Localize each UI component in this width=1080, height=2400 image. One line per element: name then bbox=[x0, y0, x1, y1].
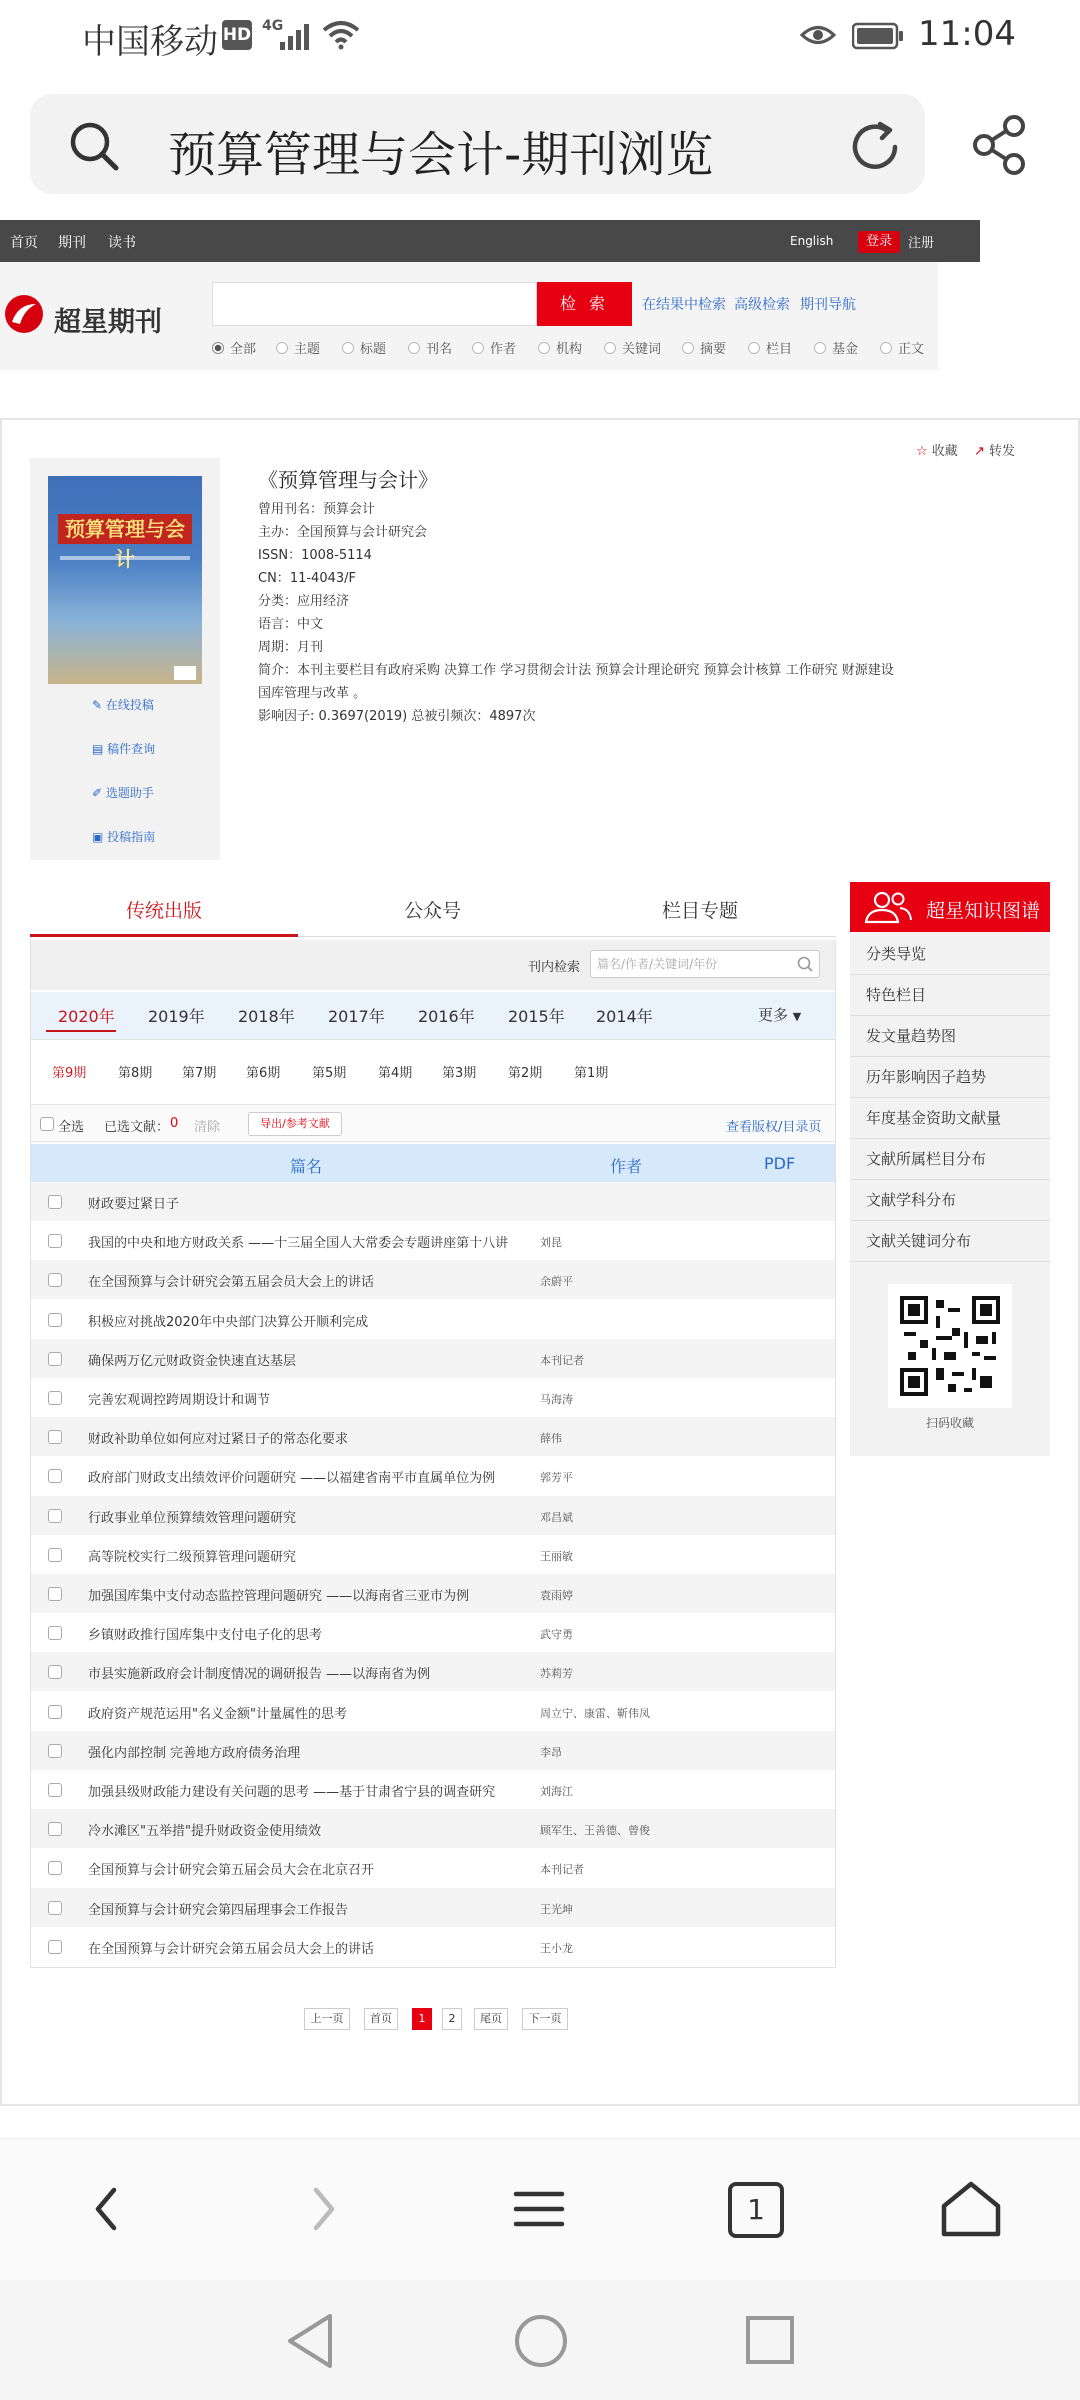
inner-search-input[interactable]: 篇名/作者/关键词/年份 bbox=[590, 950, 820, 978]
tab-active-indicator bbox=[30, 934, 298, 937]
row-checkbox[interactable] bbox=[48, 1313, 62, 1327]
article-author: 王小龙 bbox=[540, 1942, 573, 1955]
journal-language: 语言：中文 bbox=[258, 617, 324, 632]
year-2017[interactable]: 2017年 bbox=[328, 1007, 385, 1026]
pagination-page-2[interactable]: 2 bbox=[442, 2008, 462, 2030]
search-icon[interactable] bbox=[66, 118, 122, 174]
row-checkbox[interactable] bbox=[48, 1705, 62, 1719]
more-years-button[interactable]: 更多 ▼ bbox=[758, 1006, 802, 1024]
row-checkbox[interactable] bbox=[48, 1665, 62, 1679]
journal-category: 分类：应用经济 bbox=[258, 594, 350, 609]
article-author: 王光坤 bbox=[540, 1903, 573, 1916]
article-title[interactable]: 加强县级财政能力建设有关问题的思考 ——基于甘肃省宁县的调查研究 bbox=[88, 1785, 496, 1800]
tabs-button[interactable]: 1 bbox=[728, 2182, 784, 2238]
article-author: 马海涛 bbox=[540, 1393, 573, 1406]
tab-column-topics[interactable]: 栏目专题 bbox=[662, 900, 739, 922]
english-link[interactable]: English bbox=[790, 234, 834, 248]
knowledge-item[interactable]: 历年影响因子趋势 bbox=[850, 1057, 1050, 1098]
selected-label: 已选文献： bbox=[104, 1120, 170, 1135]
article-author: 薛伟 bbox=[540, 1432, 562, 1445]
pencil-icon: ✐ bbox=[92, 786, 103, 800]
forward-nav-icon[interactable] bbox=[290, 2176, 356, 2242]
cover-barcode bbox=[174, 666, 196, 680]
row-checkbox[interactable] bbox=[48, 1626, 62, 1640]
radio-dot-icon bbox=[538, 342, 550, 354]
forward-button[interactable]: ↗ 转发 bbox=[974, 444, 1016, 459]
status-time: 11:04 bbox=[918, 14, 1016, 54]
knowledge-graph-title: 超星知识图谱 bbox=[926, 900, 1041, 922]
cover-stripe bbox=[60, 556, 190, 560]
article-title[interactable]: 乡镇财政推行国库集中支付电子化的思考 bbox=[88, 1628, 323, 1643]
eye-icon bbox=[800, 20, 836, 50]
system-back-icon[interactable] bbox=[282, 2310, 338, 2372]
journal-impact: 影响因子: 0.3697(2019) 总被引频次：4897次 bbox=[258, 709, 536, 724]
export-button[interactable]: 导出/参考文献 bbox=[248, 1112, 342, 1136]
carrier-name: 中国移动 bbox=[82, 22, 218, 62]
battery-icon bbox=[852, 22, 904, 50]
journal-cn: CN：11-4043/F bbox=[258, 571, 356, 586]
pagination-first[interactable]: 首页 bbox=[364, 2008, 398, 2030]
article-author: 本刊记者 bbox=[540, 1863, 584, 1876]
row-checkbox[interactable] bbox=[48, 1234, 62, 1248]
panel-border bbox=[0, 418, 2, 2106]
caret-down-icon: ▼ bbox=[792, 1010, 802, 1023]
row-checkbox[interactable] bbox=[48, 1744, 62, 1758]
article-author: 武守勇 bbox=[540, 1628, 573, 1641]
pagination-page-1[interactable]: 1 bbox=[412, 2008, 432, 2030]
article-author: 刘昆 bbox=[540, 1236, 562, 1249]
scope-radio-org[interactable]: 机构 bbox=[538, 338, 582, 357]
article-author: 余蔚平 bbox=[540, 1275, 573, 1288]
table-header bbox=[31, 1144, 835, 1182]
clear-button[interactable]: 清除 bbox=[194, 1120, 221, 1135]
select-all-checkbox[interactable] bbox=[40, 1117, 54, 1131]
radio-dot-icon bbox=[342, 342, 354, 354]
col-title-header: 篇名 bbox=[290, 1157, 323, 1176]
article-title[interactable]: 加强国库集中支付动态监控管理问题研究 ——以海南省三亚市为例 bbox=[88, 1589, 470, 1604]
scope-radio-all[interactable]: 全部 bbox=[212, 338, 256, 357]
article-title[interactable]: 强化内部控制 完善地方政府债务治理 bbox=[88, 1746, 301, 1761]
year-2015[interactable]: 2015年 bbox=[508, 1007, 565, 1026]
scope-radio-author[interactable]: 作者 bbox=[472, 338, 516, 357]
inner-search-label: 刊内检索 bbox=[528, 960, 581, 975]
journal-title: 《预算管理与会计》 bbox=[258, 468, 438, 492]
radio-dot-icon bbox=[814, 342, 826, 354]
scope-radio-topic[interactable]: 主题 bbox=[276, 338, 320, 357]
row-checkbox[interactable] bbox=[48, 1273, 62, 1287]
selected-count: 0 bbox=[170, 1116, 179, 1131]
system-home-icon[interactable] bbox=[512, 2312, 570, 2370]
article-author: 李昂 bbox=[540, 1746, 562, 1759]
knowledge-item[interactable]: 文献关键词分布 bbox=[850, 1221, 1050, 1262]
year-2020[interactable]: 2020年 bbox=[58, 1007, 115, 1026]
toc-link[interactable]: 查看版权/目录页 bbox=[726, 1120, 822, 1135]
knowledge-item[interactable]: 文献学科分布 bbox=[850, 1180, 1050, 1221]
issue-6[interactable]: 第6期 bbox=[246, 1066, 281, 1081]
journal-cover bbox=[48, 476, 202, 684]
article-title[interactable]: 我国的中央和地方财政关系 ——十三届全国人大常委会专题讲座第十八讲 bbox=[88, 1236, 509, 1251]
journal-cycle: 周期：月刊 bbox=[258, 640, 324, 655]
system-recents-icon[interactable] bbox=[744, 2314, 796, 2366]
journal-issn: ISSN：1008-5114 bbox=[258, 548, 372, 563]
cover-title: 预算管理与会 bbox=[58, 514, 192, 544]
logo-icon bbox=[4, 294, 44, 334]
row-checkbox[interactable] bbox=[48, 1901, 62, 1915]
radio-dot-icon bbox=[880, 342, 892, 354]
journal-former-name: 曾用刊名：预算会计 bbox=[258, 502, 376, 517]
row-checkbox[interactable] bbox=[48, 1195, 62, 1209]
search-input[interactable] bbox=[212, 282, 537, 326]
year-2016[interactable]: 2016年 bbox=[418, 1007, 475, 1026]
knowledge-item[interactable]: 年度基金资助文献量 bbox=[850, 1098, 1050, 1139]
document-icon: ▤ bbox=[92, 742, 104, 756]
advanced-search-link[interactable]: 高级检索 bbox=[734, 297, 790, 313]
guide-icon: ▣ bbox=[92, 830, 104, 844]
article-author: 本刊记者 bbox=[540, 1354, 584, 1367]
topic-assistant-link[interactable]: ✐ 选题助手 bbox=[92, 786, 154, 800]
year-2019[interactable]: 2019年 bbox=[148, 1007, 205, 1026]
radio-dot-icon bbox=[682, 342, 694, 354]
row-checkbox[interactable] bbox=[48, 1509, 62, 1523]
page-title[interactable]: 预算管理与会计-期刊浏览 bbox=[168, 127, 714, 183]
forward-icon: ↗ bbox=[974, 444, 985, 459]
search-button[interactable]: 检 索 bbox=[537, 282, 632, 326]
scope-radio-keyword[interactable]: 关键词 bbox=[604, 338, 661, 357]
article-title[interactable]: 在全国预算与会计研究会第五届会员大会上的讲话 bbox=[88, 1942, 375, 1957]
pagination-prev[interactable]: 上一页 bbox=[304, 2008, 350, 2030]
hd-badge: HD bbox=[222, 20, 252, 50]
article-title[interactable]: 冷水滩区"五举措"提升财政资金使用绩效 bbox=[88, 1824, 321, 1839]
article-author: 袁雨婷 bbox=[540, 1589, 573, 1602]
article-author: 苏莉芳 bbox=[540, 1667, 573, 1680]
issue-4[interactable]: 第4期 bbox=[378, 1066, 413, 1081]
issue-9[interactable]: 第9期 bbox=[52, 1066, 87, 1081]
journal-nav-link[interactable]: 期刊导航 bbox=[800, 297, 856, 313]
article-title[interactable]: 政府部门财政支出绩效评价问题研究 ——以福建省南平市直属单位为例 bbox=[88, 1471, 496, 1486]
col-author-header: 作者 bbox=[610, 1157, 643, 1176]
issue-8[interactable]: 第8期 bbox=[118, 1066, 153, 1081]
nav-home[interactable]: 首页 bbox=[10, 235, 38, 251]
journal-intro-cont: 国库管理与改革 。 bbox=[258, 686, 367, 701]
issue-5[interactable]: 第5期 bbox=[312, 1066, 347, 1081]
edit-icon: ✎ bbox=[92, 698, 103, 712]
knowledge-item[interactable]: 文献所属栏目分布 bbox=[850, 1139, 1050, 1180]
journal-intro: 简介：本刊主要栏目有政府采购 决算工作 学习贯彻会计法 预算会计理论研究 预算会计核算 工作研究 财源建设 bbox=[258, 663, 894, 678]
row-checkbox[interactable] bbox=[48, 1861, 62, 1875]
article-title[interactable]: 财政要过紧日子 bbox=[88, 1197, 180, 1212]
article-title[interactable]: 财政补助单位如何应对过紧日子的常态化要求 bbox=[88, 1432, 349, 1447]
users-icon bbox=[862, 890, 914, 924]
submission-guide-link[interactable]: ▣ 投稿指南 bbox=[92, 830, 156, 844]
article-title[interactable]: 全国预算与会计研究会第四届理事会工作报告 bbox=[88, 1903, 349, 1918]
knowledge-item[interactable]: 发文量趋势图 bbox=[850, 1016, 1050, 1057]
article-title[interactable]: 市县实施新政府会计制度情况的调研报告 ——以海南省为例 bbox=[88, 1667, 431, 1682]
article-author: 郭芳平 bbox=[540, 1471, 573, 1484]
article-title[interactable]: 政府资产规范运用"名义金额"计量属性的思考 bbox=[88, 1707, 347, 1722]
issue-1[interactable]: 第1期 bbox=[574, 1066, 609, 1081]
pagination-last[interactable]: 尾页 bbox=[474, 2008, 508, 2030]
article-title[interactable]: 确保两万亿元财政资金快速直达基层 bbox=[88, 1354, 297, 1369]
network-type: 4G bbox=[262, 18, 284, 34]
row-checkbox[interactable] bbox=[48, 1822, 62, 1836]
article-author: 王丽敏 bbox=[540, 1550, 573, 1563]
nav-journals[interactable]: 期刊 bbox=[58, 235, 86, 251]
issue-2[interactable]: 第2期 bbox=[508, 1066, 543, 1081]
article-author: 刘海江 bbox=[540, 1785, 573, 1798]
logo-text: 超星期刊 bbox=[54, 307, 162, 338]
article-author: 顾军生、王善德、曾俊 bbox=[540, 1824, 650, 1837]
year-active-indicator bbox=[46, 1030, 116, 1032]
back-icon[interactable] bbox=[74, 2176, 140, 2242]
menu-icon[interactable] bbox=[506, 2176, 572, 2242]
search-in-results-link[interactable]: 在结果中检索 bbox=[642, 297, 726, 313]
radio-dot-icon bbox=[408, 342, 420, 354]
knowledge-item[interactable]: 特色栏目 bbox=[850, 975, 1050, 1016]
radio-dot-icon bbox=[604, 342, 616, 354]
qr-label: 扫码收藏 bbox=[926, 1416, 975, 1430]
article-title[interactable]: 高等院校实行二级预算管理问题研究 bbox=[88, 1550, 297, 1565]
row-checkbox[interactable] bbox=[48, 1940, 62, 1954]
col-pdf-header: PDF bbox=[764, 1154, 796, 1173]
article-title[interactable]: 积极应对挑战2020年中央部门决算公开顺利完成 bbox=[88, 1315, 369, 1330]
radio-dot-icon bbox=[212, 342, 224, 354]
scope-radio-fulltext[interactable]: 正文 bbox=[880, 338, 924, 357]
row-checkbox[interactable] bbox=[48, 1548, 62, 1562]
qr-code-icon bbox=[900, 1296, 1000, 1396]
register-link[interactable]: 注册 bbox=[908, 236, 935, 251]
journal-sponsor: 主办：全国预算与会计研究会 bbox=[258, 525, 428, 540]
row-checkbox[interactable] bbox=[48, 1783, 62, 1797]
issue-7[interactable]: 第7期 bbox=[182, 1066, 217, 1081]
year-2014[interactable]: 2014年 bbox=[596, 1007, 653, 1026]
refresh-icon[interactable] bbox=[846, 118, 904, 176]
submit-online-link[interactable]: ✎ 在线投稿 bbox=[92, 698, 154, 712]
radio-dot-icon bbox=[276, 342, 288, 354]
scope-radio-heading[interactable]: 标题 bbox=[342, 338, 386, 357]
article-title[interactable]: 在全国预算与会计研究会第五届会员大会上的讲话 bbox=[88, 1275, 375, 1290]
radio-dot-icon bbox=[472, 342, 484, 354]
scope-radio-column[interactable]: 栏目 bbox=[748, 338, 792, 357]
search-icon[interactable] bbox=[796, 955, 814, 973]
wifi-icon bbox=[322, 20, 360, 50]
signal-icon bbox=[278, 22, 314, 52]
row-checkbox[interactable] bbox=[48, 1587, 62, 1601]
pagination-next[interactable]: 下一页 bbox=[522, 2008, 568, 2030]
nav-books[interactable]: 读书 bbox=[108, 235, 136, 251]
share-icon[interactable] bbox=[972, 114, 1028, 176]
article-author: 邓昌斌 bbox=[540, 1511, 573, 1524]
login-button[interactable]: 登录 bbox=[858, 231, 900, 253]
tab-wechat[interactable]: 公众号 bbox=[404, 900, 462, 922]
row-checkbox[interactable] bbox=[48, 1430, 62, 1444]
scope-radio-fund[interactable]: 基金 bbox=[814, 338, 858, 357]
row-checkbox[interactable] bbox=[48, 1352, 62, 1366]
star-icon: ☆ bbox=[916, 444, 928, 459]
article-title[interactable]: 行政事业单位预算绩效管理问题研究 bbox=[88, 1511, 297, 1526]
scope-radio-journal[interactable]: 刊名 bbox=[408, 338, 452, 357]
select-all-label: 全选 bbox=[58, 1120, 85, 1135]
radio-dot-icon bbox=[748, 342, 760, 354]
tab-traditional[interactable]: 传统出版 bbox=[126, 900, 203, 922]
year-2018[interactable]: 2018年 bbox=[238, 1007, 295, 1026]
row-checkbox[interactable] bbox=[48, 1469, 62, 1483]
issue-3[interactable]: 第3期 bbox=[442, 1066, 477, 1081]
article-title[interactable]: 全国预算与会计研究会第五届会员大会在北京召开 bbox=[88, 1863, 375, 1878]
scope-radio-abstract[interactable]: 摘要 bbox=[682, 338, 726, 357]
article-author: 周立宁、康雷、靳伟凤 bbox=[540, 1707, 650, 1720]
row-checkbox[interactable] bbox=[48, 1391, 62, 1405]
favorite-button[interactable]: ☆ 收藏 bbox=[916, 444, 958, 459]
home-icon[interactable] bbox=[938, 2176, 1004, 2242]
manuscript-query-link[interactable]: ▤ 稿件查询 bbox=[92, 742, 156, 756]
article-title[interactable]: 完善宏观调控跨周期设计和调节 bbox=[88, 1393, 271, 1408]
knowledge-item[interactable]: 分类导览 bbox=[850, 934, 1050, 975]
